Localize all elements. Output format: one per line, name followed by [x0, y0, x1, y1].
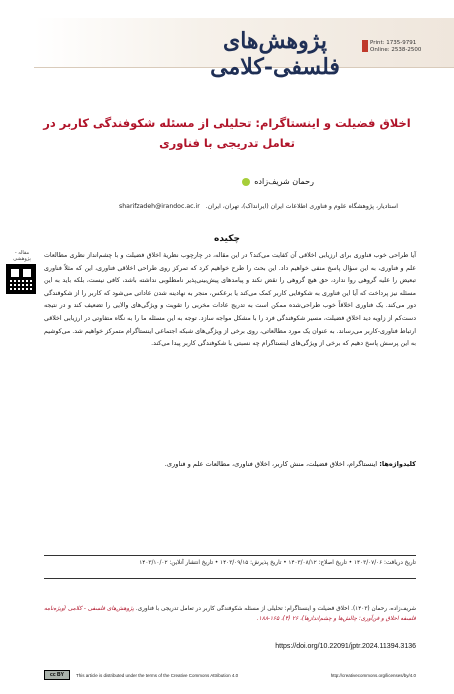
- cc-by-icon[interactable]: cc BY: [44, 670, 70, 680]
- abstract-heading: چکیده: [214, 234, 240, 244]
- qr-block: [6, 250, 38, 294]
- article-dates: تاریخ دریافت: ۱۴۰۳/۰۷/۰۶ • تاریخ اصلاح: ۱۴۰۳/۰۸/۱۲ • تاریخ پذیرش: ۱۴۰۳/۰۹/۱۵ • تاریخ انتشار آنلاین: ۱۴۰۳/۱۰/۰۲: [139, 560, 416, 566]
- journal-header: [0, 0, 454, 80]
- citation-journal: پژوهش‌های فلسفی - کلامی (ویژه‌نامه فلسفه اخلاق و فن‌آوری: چالش‌ها و چشم‌اندازها)، ۲۶ (۴)، ۱۶۵-۱۸۸.: [44, 606, 416, 622]
- orcid-icon[interactable]: [242, 178, 250, 186]
- abstract-body: آیا طراحی خوب فناوری برای ارزیابی اخلاقی آن کفایت می‌کند؟ در این مقاله، در چارچوب نظریهٔ اخلاق فضیلت و با چشم‌انداز نظری مطالعات علم و فناوری، به این سؤال پاسخ منفی خواهیم داد. این بحث را طرح خواهیم کرد که تمرکز روی طراحی اخلاقی فناوری، این که مثلاً فناوری تبعیض را علیه گروهی روا ندارد، حق هیچ گروهی را نقض نکند و پیامدهای پیش‌بینی‌پذیر نامطلوبی نداشته باشد، کافی نیست، بلکه باید به این مسئله نیز پرداخت که آیا این فناوری به شکوفایی کاربر کمک می‌کند یا برعکس، منجر به نهادینه شدن عاداتی می‌شود که کاربر را از شکوفندگی دور می‌کند. یک فناوری اخلاقاً خوب طراحی‌شده ممکن است به تدریج عادات مخربی را تقویت و ویژگی‌های والایی را تضعیف کند و در نتیجه دست‌کم از زاویه دید اخلاق فضیلت، مسیر شکوفندگی فرد را با مشکل مواجه سازد. توجه به این مسئله ما را به نگاه متفاوتی در ارزیابی اخلاقی ارتباط فناوری-کاربر می‌رساند. به عنوان یک مورد مطالعاتی، روی برخی از ویژگی‌های شبکه اجتماعی اینستاگرام متمرکز خواهیم شد. می‌کوشیم به این پرسش پاسخ دهیم که برخی از ویژگی‌های اینستاگرام چه نسبتی با شکوفندگی کاربر پیدا می‌کند.: [44, 252, 416, 348]
- qr-code-icon[interactable]: [6, 264, 36, 294]
- keywords-list: اینستاگرام، اخلاق فضیلت، منش کاربر، اخلاق فناوری، مطالعات علم و فناوری.: [164, 460, 378, 468]
- license-url[interactable]: http://creativecommons.org/licenses/by/4.0: [330, 672, 416, 678]
- divider-top: [44, 555, 416, 556]
- author-name: رحمان شریف‌زاده: [254, 177, 314, 186]
- issn-print: Print: 1735-9791: [370, 40, 417, 46]
- author-affiliation: [38, 203, 398, 210]
- license-text: This article is distributed under the terms of the Creative Commons Attribution 4.0: [76, 672, 239, 678]
- issn-block: [370, 40, 421, 54]
- keywords-label: کلیدواژه‌ها:: [379, 460, 416, 468]
- license-footer: [44, 668, 416, 682]
- affiliation-text: استادیار، پژوهشگاه علوم و فناوری اطلاعات ایران (ایرانداک)، تهران، ایران.: [205, 203, 398, 210]
- article-type-label: مقاله - پژوهشی: [13, 250, 31, 262]
- doi-link[interactable]: https://doi.org/10.22091/jptr.2024.11394.3136: [275, 643, 416, 650]
- citation: [44, 604, 416, 624]
- issn-online: Online: 2538-2500: [370, 47, 422, 53]
- divider-bottom: [44, 578, 416, 579]
- article-title: اخلاق فضیلت و اینستاگرام: تحلیلی از مسئله شکوفندگی کاربر در تعامل تدریجی با فناوری: [43, 116, 411, 150]
- author-row: [242, 177, 314, 186]
- author-email[interactable]: sharifzadeh@irandoc.ac.ir: [119, 203, 200, 210]
- journal-logo: پژوهش‌های فلسفی-کلامی: [210, 28, 340, 80]
- keywords: [44, 460, 416, 468]
- issn-mark: [362, 40, 368, 52]
- citation-text: شریف‌زاده، رحمان (۱۴۰۳). اخلاق فضیلت و اینستاگرام: تحلیلی از مسئله شکوفندگی کاربر در تعامل تدریجی با فناوری.: [135, 606, 416, 612]
